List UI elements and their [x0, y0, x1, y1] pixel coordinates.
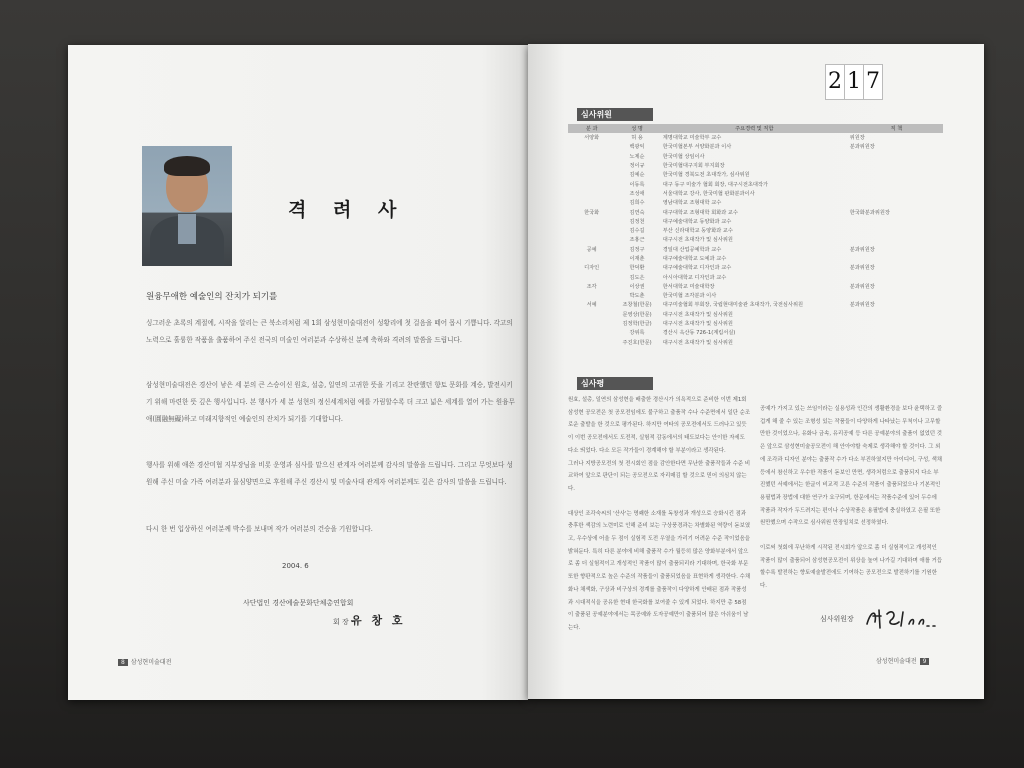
table-cell: 한국미협대구지회 부지회장 — [662, 163, 725, 170]
table-cell: 조홍근 — [629, 237, 645, 244]
table-row — [568, 161, 943, 170]
table-cell: 서양화 — [584, 135, 600, 142]
table-row — [568, 272, 943, 281]
table-row — [568, 142, 943, 151]
table-row — [568, 217, 943, 226]
table-row — [568, 226, 943, 235]
table-cell: 김희수 — [629, 200, 645, 207]
table-row — [568, 282, 943, 291]
table-row — [568, 179, 943, 188]
page-title: 격 려 사 — [288, 199, 407, 221]
table-cell: 계명대학교 미술학부 교수 — [662, 135, 722, 142]
signer — [333, 612, 406, 628]
table-cell: 한국미협 상임이사 — [662, 153, 705, 160]
table-cell — [568, 235, 615, 244]
table-cell: 한국화 — [584, 209, 600, 216]
table-row — [568, 170, 943, 179]
table-row — [568, 300, 943, 309]
paragraph: 행사를 위해 애쓴 경산미협 지부장님을 비롯 운영과 심사를 맡으신 관계자 여러분께 감사의 말씀을 드립니다. 그리고 무엇보다 성원해 주신 미술 가족 여러분과 물심양면으로 후원해 주신 경산시 및 미술사대 관계자 여러분께도 깊은 감사의 말씀을 드립니다. — [146, 461, 513, 486]
table-row — [568, 152, 943, 161]
jury-table — [568, 124, 943, 347]
stamp-digit: 2 — [825, 64, 845, 100]
table-row — [568, 198, 943, 207]
table-cell: 노제순 — [629, 153, 645, 160]
table-cell: 정이규 — [629, 163, 645, 170]
page-number: 8 — [118, 659, 128, 666]
table-cell — [846, 254, 943, 263]
table-header-cell: 분 과 — [568, 124, 615, 133]
table-cell — [846, 310, 943, 319]
review-paragraph: 공예가 가지고 있는 쓰임이라는 실용성과 인간의 생활환경을 보다 윤택하고 즐겁게 해 줄 수 있는 조형성 있는 작품들이 다양하게 나타났는 무척이나 고무할 만한 것이었으나, 유화나 금속, 유리공예 등 다른 공예분야의 출품이 없었던 것은 앞으로 삼성현미술공모전이 해 안아야할 숙제로 생각해야 할 것이다. 그 외에 조각과 디자인 분야는 출품작 수가 다소 부진하였지만 아이디어, 구성, 색채 등에서 참신하고 우수한 작품이 돋보인 만면, 생각처럼으로 출품되지 다소 부진했던 서예에서는 한글이 비교적 고른 수준의 작품이 출품되었으나 기본적인 용필법과 장법에 대한 연구가 요구되며, 한문에서는 작품수준에 있어 두수에 작품과 작자가 두드려지는 편이나 수상작품은 용필법에 충실하였고 은필 또한 원만했으며 수작으로 심사위원 만장일치로 선정하였다. — [760, 406, 943, 527]
right-page — [528, 44, 984, 699]
table-cell: 김정천 — [629, 218, 645, 225]
organization-name: 사단법인 경산예술문화단체총연합회 — [243, 599, 354, 607]
table-row — [568, 245, 943, 254]
table-cell: 주진호(한문) — [622, 339, 652, 346]
table-cell — [568, 152, 615, 161]
table-cell: 김도은 — [629, 274, 645, 281]
table-cell: 김수길 — [629, 228, 645, 235]
table-cell — [846, 328, 943, 337]
table-cell: 분과위원장 — [849, 302, 875, 309]
author-portrait — [142, 146, 232, 266]
table-row — [568, 328, 943, 337]
table-cell: 이동록 — [629, 181, 645, 188]
table-header-cell: 직 책 — [846, 124, 943, 133]
table-cell — [568, 338, 615, 347]
review-column-left — [568, 394, 751, 635]
table-row — [568, 310, 943, 319]
table-row — [568, 207, 943, 216]
table-cell — [846, 217, 943, 226]
table-cell: 경일대 산업공예학과 교수 — [662, 246, 722, 253]
review-paragraph: 그러나 지방공모전의 첫 전시회인 점을 감안한다면 무난한 출품작들과 수준 비교하여 앞으로 판단이 되는 공모전으로 자리매김 할 것으로 믿어 의심치 않는다. — [568, 460, 751, 492]
review-column-right — [760, 403, 943, 593]
table-cell: 대구시전 초대작가 및 심사위원 — [662, 237, 733, 244]
table-cell: 분과위원장 — [849, 246, 875, 253]
table-cell: 분과위원장 — [849, 283, 875, 290]
table-row — [568, 254, 943, 263]
table-row — [568, 235, 943, 244]
table-cell — [568, 328, 615, 337]
table-cell: 문영상(한문) — [622, 311, 652, 318]
table-cell: 디자인 — [584, 265, 600, 272]
review-paragraph: 원효, 설총, 일연의 삼성현을 배출한 경산시가 의욕적으로 준비한 이번 제1회 삼성현 공모전은 첫 공모전임에도 불구하고 출품작 수나 수준면에서 일단 순조로운 출발을 한 것으로 평가된다. 하지만 여타의 공모전에서도 드러나고 있듯이 이번 공모전에서도 도전적, 실험적 감동에서의 태도보다는 안이한 자세도 다소 띄었다. 다소 모든 작가들이 경계해야 할 부분이라고 생각된다. — [568, 397, 751, 454]
paragraph: 싱그러운 초록의 계절에, 시작을 알리는 큰 북소리처럼 제 1회 삼성현미술대전이 성황리에 첫 걸음을 떼어 몹시 기쁩니다. 각고의 노력으로 훌륭한 작품을 출품하여 주신 전국의 미술인 여러분과 수상하신 분께 축하와 격려의 말씀을 드립니다. — [146, 319, 513, 344]
table-row — [568, 133, 943, 142]
date: 2004. 6 — [282, 562, 309, 570]
table-cell — [568, 170, 615, 179]
table-cell: 한서대학교 미술대학장 — [662, 283, 715, 290]
table-cell — [568, 161, 615, 170]
table-cell: 조각 — [586, 283, 597, 290]
handwritten-signature — [863, 604, 943, 632]
table-cell — [846, 161, 943, 170]
table-cell — [568, 310, 615, 319]
table-cell — [846, 291, 943, 300]
table-cell — [846, 179, 943, 188]
table-cell: 조성애 — [629, 190, 645, 197]
table-cell: 대구대학교 조형대학 회화과 교수 — [662, 209, 738, 216]
table-cell: 공예 — [586, 246, 597, 253]
table-row — [568, 263, 943, 272]
table-cell — [846, 198, 943, 207]
table-cell: 대구시전 초대작가 및 심사위원 — [662, 339, 733, 346]
table-cell: 허 용 — [631, 135, 643, 142]
table-cell — [568, 226, 615, 235]
table-cell: 한덕환 — [629, 265, 645, 272]
paragraph: 다시 한 번 입상하신 여러분께 박수를 보내며 작가 여러분의 건승을 기원합니다. — [146, 525, 373, 533]
table-cell: 김연숙 — [629, 209, 645, 216]
table-cell — [568, 142, 615, 151]
page-subtitle: 원융무애한 예술인의 잔치가 되기를 — [146, 292, 278, 302]
page-footer — [118, 657, 171, 666]
review-paragraph: 이로써 첫회에 무난하게 시작된 전시회가 앞으로 좀 더 실험적이고 개성적인 작품이 많이 출품되어 삼성현공모전이 위상을 높여 나가길 기대하며 애를 거듭할수록 발전하는 향토예술발전에도 기여하는 공모전으로 발전하기를 기원한다. — [760, 545, 943, 590]
table-cell: 조창철(한문) — [622, 302, 652, 309]
table-cell: 이상권 — [629, 283, 645, 290]
jury-heading: 심사위원 — [577, 108, 653, 121]
stamp-digit: 7 — [863, 64, 883, 100]
table-cell — [568, 254, 615, 263]
table-cell: 강위록 — [629, 330, 645, 337]
table-cell: 대구예술대학교 도예과 교수 — [662, 256, 727, 262]
table-cell: 대구예술대학교 디자인과 교수 — [662, 265, 732, 272]
page-footer — [876, 656, 929, 665]
page-number: 9 — [920, 658, 930, 665]
table-cell: 대구 동구 미술가 협회 회장, 대구시전초대작가 — [662, 181, 768, 188]
table-cell — [846, 272, 943, 281]
footer-title: 삼성현미술대전 — [130, 659, 172, 666]
table-cell: 대구시전 초대작가 및 심사위원 — [662, 311, 733, 318]
left-page — [68, 45, 528, 700]
table-cell: 김예순 — [629, 172, 645, 179]
table-row — [568, 319, 943, 328]
signer-name: 유 창 호 — [350, 614, 406, 627]
table-cell: 서예 — [586, 302, 597, 309]
table-header-cell: 주요경력 및 직함 — [659, 124, 846, 133]
table-cell: 부산 신라대학교 동양화과 교수 — [662, 228, 733, 235]
signer-role: 회 장 — [333, 618, 349, 626]
table-cell: 김정학(한글) — [622, 321, 652, 328]
review-heading: 심사평 — [577, 377, 653, 390]
table-row — [568, 189, 943, 198]
table-cell: 한국미협 경북도전 초대작가, 심사위원 — [662, 172, 750, 179]
stamp-digit: 1 — [844, 64, 864, 100]
table-row — [568, 338, 943, 347]
table-cell — [846, 226, 943, 235]
table-cell: 분과위원장 — [849, 144, 875, 151]
review-signer: 심사위원장 — [820, 615, 854, 623]
review-paragraph: 대상인 조각숙씨의 '산사'는 명쾌한 소재를 독창성과 개성으로 승화시킨 점과 충후한 색감의 노련미로 인해 준비 보는 구상풍경과는 차별화된 역량이 돋보였고, 우수상에 어울 두 점이 실험적 도전 우열을 가리기 어려운 수준 작이었음을 밝혀둔다. 특히 다른 분야에 비해 출품작 수가 월등히 많은 양화부분에서 앞으로 좀 더 실험적이고 개성적인 작품이 많이 출품되리라 기대하며, 한국화 부문 또한 향판적으로 높은 수준의 작품들이 출품되었음을 표현하게 생각한다. 수채화나 채색화, 구상과 비구상의 경계를 출품작이 다양하게 안배된 점과 작품성과 시대적식을 공유한 현대 한국화를 보여줄 수 있게 되었다. 하지만 총 58점이 출품된 공예분야에서는 목공예와 도자공예만이 출품되어 많은 아쉬움이 남는다. — [568, 510, 751, 631]
table-cell: 영남대학교 조형대학 교수 — [662, 200, 722, 207]
table-header-cell: 성 명 — [615, 124, 658, 133]
table-cell: 대구미술협회 부회장, 국립현대미술관 초대작가, 국전심사위원 — [662, 302, 803, 309]
table-cell — [568, 198, 615, 207]
table-cell: 대구예술대학교 동양화과 교수 — [662, 218, 732, 225]
table-cell: 이재춘 — [629, 256, 645, 262]
table-cell: 한국미협 조각분과 이사 — [662, 293, 717, 300]
table-cell — [568, 319, 615, 328]
table-cell — [846, 170, 943, 179]
table-cell — [568, 291, 615, 300]
table-cell: 서울대학교 강사, 한국미협 판화분과이사 — [662, 190, 755, 197]
table-cell: 경산시 옥산동 726-1(계림서실) — [662, 330, 736, 337]
table-cell: 백광익 — [629, 144, 645, 151]
paragraph: 삼성현미술대전은 경산이 낳은 세 분의 큰 스승이신 원효, 설총, 일연의 고귀한 뜻을 기리고 찬란했던 향토 문화를 계승, 발전시키기 위해 마련한 뜻 깊은 행사입니다. 본 행사가 세 분 성현의 정신세계처럼 예를 가림할수록 더 크고 넓은 세계를 열어 가는 원융무애(圓融無礙)하고 미래지향적인 예술인의 잔치가 되기를 기대합니다. — [146, 381, 515, 423]
table-cell: 대구시전 초대작가 및 심사위원 — [662, 321, 733, 328]
table-cell — [568, 217, 615, 226]
table-cell — [568, 179, 615, 188]
table-cell — [846, 319, 943, 328]
table-cell — [846, 189, 943, 198]
table-cell — [846, 152, 943, 161]
table-cell — [846, 338, 943, 347]
table-cell — [846, 235, 943, 244]
table-cell: 한국미협본부 서양화분과 이사 — [662, 144, 732, 151]
table-row — [568, 291, 943, 300]
table-cell: 김정구 — [629, 246, 645, 253]
page-number-stamp — [825, 64, 881, 100]
table-cell: 아시아대학교 디자인과 교수 — [662, 274, 727, 281]
table-cell — [568, 189, 615, 198]
footer-title: 삼성현미술대전 — [876, 658, 917, 665]
table-cell: 분과위원장 — [849, 265, 875, 272]
table-cell: 한국화분과위원장 — [849, 209, 890, 216]
table-cell: 위원장 — [849, 135, 865, 142]
table-cell: 박도춘 — [629, 293, 645, 300]
table-cell — [568, 272, 615, 281]
